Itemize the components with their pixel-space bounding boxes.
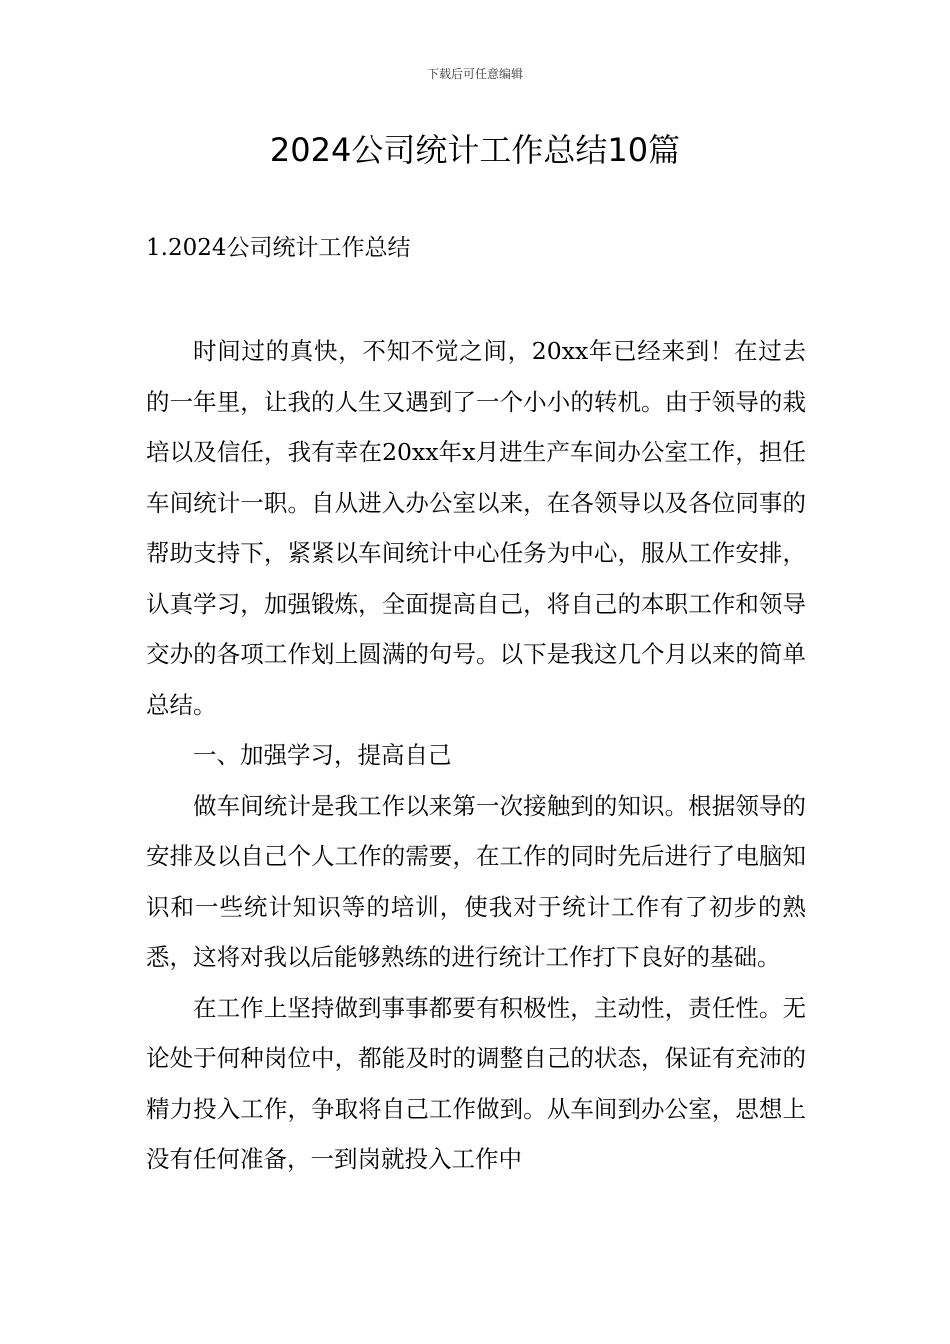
paragraph-training: 做车间统计是我工作以来第一次接触到的知识。根据领导的安排及以自己个人工作的需要，在工作的同时先后进行了电脑知识和一些统计知识等的培训，使我对于统计工作有了初步的熟悉，这将对我以后能够熟练的进行统计工作打下良好的基础。 (146, 791, 806, 971)
body-text (146, 326, 806, 1185)
header-note: 下载后可任意编辑 (426, 67, 523, 81)
section-heading: 1.2024公司统计工作总结 (146, 235, 411, 261)
document-title: 2024公司统计工作总结10篇 (269, 131, 681, 169)
subheading-study: 一、加强学习，提高自己 (193, 741, 452, 769)
paragraph-intro: 时间过的真快，不知不觉之间，20xx年已经来到！在过去的一年里，让我的人生又遇到了一个小小的转机。由于领导的栽培以及信任，我有幸在20xx年x月进生产车间办公室工作，担任车间统计一职。自从进入办公室以来，在各领导以及各位同事的帮助支持下，紧紧以车间统计中心任务为中心，服从工作安排，认真学习，加强锻炼，全面提高自己，将自己的本职工作和领导交办的各项工作划上圆满的句号。以下是我这几个月以来的简单总结。 (146, 337, 806, 719)
paragraph-attitude: 在工作上坚持做到事事都要有积极性，主动性，责任性。无论处于何种岗位中，都能及时的调整自己的状态，保证有充沛的精力投入工作，争取将自己工作做到。从车间到办公室，思想上没有任何准备，一到岗就投入工作中 (146, 993, 806, 1173)
